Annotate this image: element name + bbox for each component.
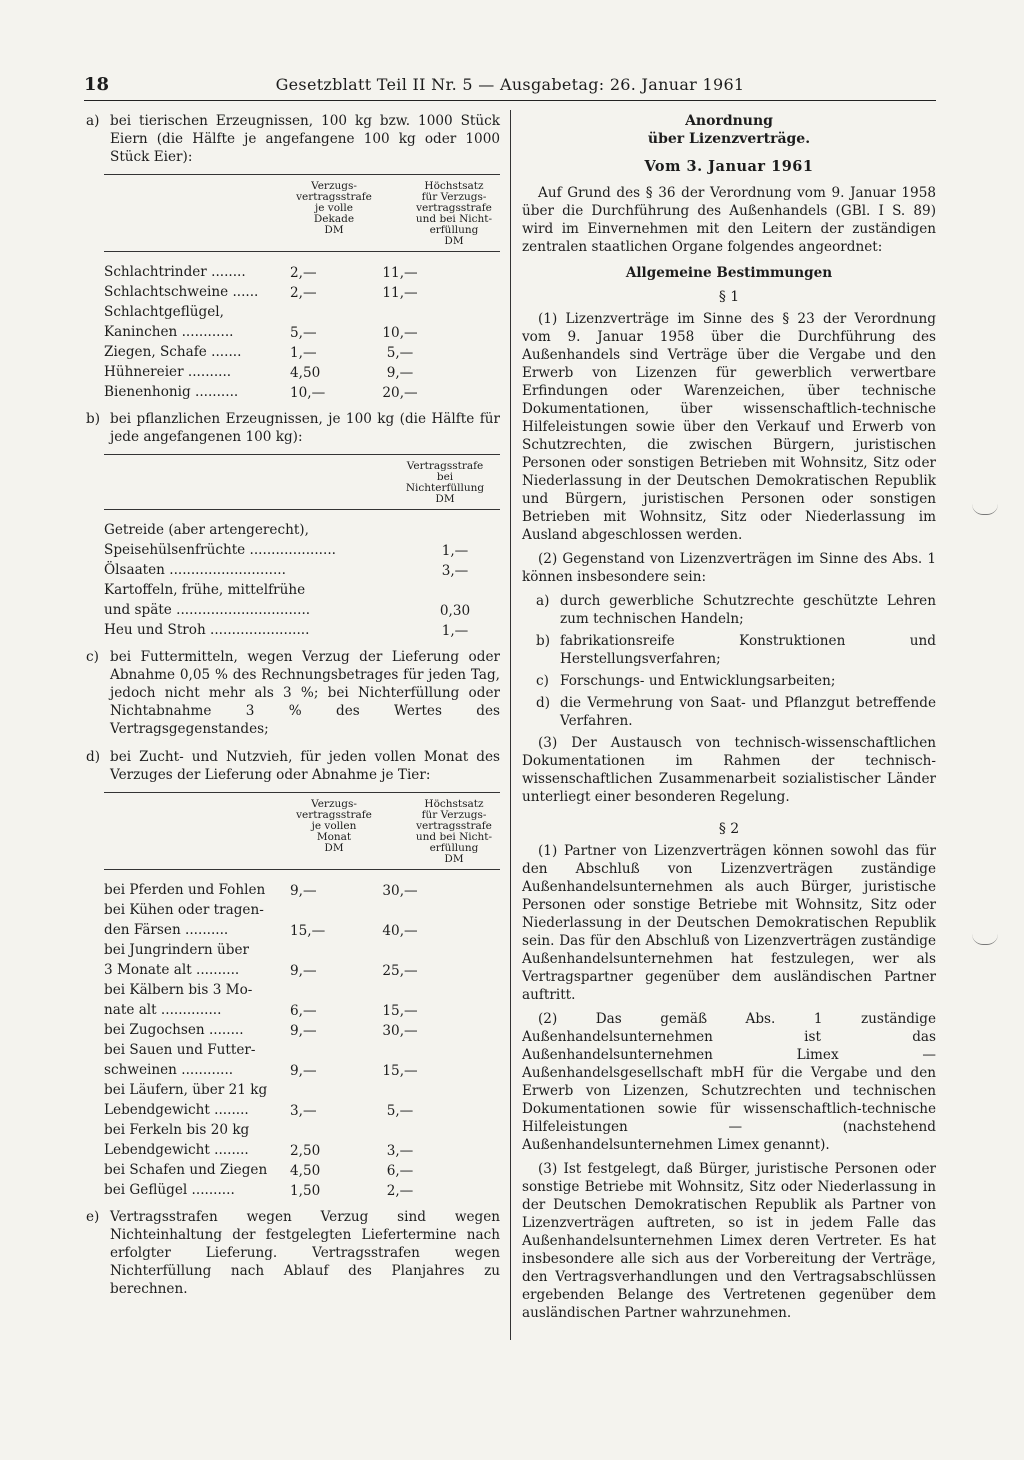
clause-c bbox=[86, 648, 500, 738]
ordinance-subtitle: über Lizenzverträge. bbox=[647, 131, 811, 147]
row-value: 2,50 bbox=[290, 1143, 321, 1159]
paragraph-text: (1) Partner von Lizenzverträgen können sowohl das für den Abschluß von Lizenzverträgen zuständige Außenhandelsunternehmen als auch Bürger, juristische Personen oder sonstige Betriebe mit Wohnsitz, Sitz oder Niederlassung in der Deutschen Demokratischen Republik sein. Das für den Abschluß von Lizenzverträgen zuständige Außenhandelsunternehmen hat festzulegen, wer als Vertragspartner gegenüber dem ausländischen Partner auftritt. bbox=[522, 843, 936, 1003]
column-divider bbox=[510, 110, 511, 1340]
table-row bbox=[104, 342, 500, 362]
row-value: 25,— bbox=[382, 963, 418, 979]
table-row bbox=[104, 1180, 500, 1200]
table-row bbox=[104, 620, 500, 640]
row-value: 10,— bbox=[382, 325, 418, 341]
row-label: bei Sauen und Futter- schweinen ............ bbox=[104, 1042, 256, 1078]
table-row bbox=[104, 362, 500, 382]
row-value: 40,— bbox=[382, 923, 418, 939]
table-row bbox=[104, 880, 500, 900]
row-value: 2,— bbox=[290, 265, 317, 281]
paragraph-text: (3) Ist festgelegt, daß Bürger, juristische Personen oder sonstige Betriebe mit Wohnsitz, Sitz oder Niederlassung in der Deutschen Demokratischen Republik als Partner von Lizenzverträgen auftreten, so ist in jedem Falle das Außenhandelsunternehmen Limex deren Vertreter. Es hat insbesondere alle sich aus der Vorbereitung der Verträge, den Vertragsverhandlungen und den Vertragsabschlüssen ergebenden Belange des Vertretenen gegenüber dem ausländischen Partner wahrzunehmen. bbox=[522, 1161, 936, 1321]
row-label: Hühnereier .......... bbox=[104, 364, 232, 380]
section-heading: Allgemeine Bestimmungen bbox=[625, 265, 833, 281]
subitem-text: fabrikationsreife Konstruktionen und Herstellungsverfahren; bbox=[560, 633, 936, 667]
clause-text: bei Zucht- und Nutzvieh, für jeden vollen Monat des Verzuges der Lieferung oder Abnahme je Tier: bbox=[110, 749, 500, 783]
subitem-label: b) bbox=[536, 633, 551, 649]
paragraph-text: (2) Gegenstand von Lizenzverträgen im Sinne des Abs. 1 können insbesondere sein: bbox=[522, 551, 936, 585]
table-row bbox=[104, 382, 500, 402]
row-value: 6,— bbox=[290, 1003, 317, 1019]
row-label: bei Pferden und Fohlen bbox=[104, 882, 266, 898]
table-row bbox=[104, 560, 500, 580]
row-label: bei Kühen oder tragen- den Färsen .......... bbox=[104, 902, 264, 938]
paragraph-text: (2) Das gemäß Abs. 1 zuständige Außenhandelsunternehmen ist das Außenhandelsunternehmen Limex — Außenhandelsgesellschaft mbH für die Vergabe und den Erwerb von Lizenzen, Schutzrechten und technischen Dokumentationen sowie für wissenschaftlich-technische Hilfeleistungen — (nachstehend Außenhandelsunternehmen Limex genannt). bbox=[522, 1011, 936, 1153]
subitem-label: d) bbox=[536, 695, 551, 711]
paragraph-text: (3) Der Austausch von technisch-wissenschaftlichen Dokumentationen im Rahmen der technisch-wissenschaftlichen Zusammenarbeit sozialistischer Länder unterliegt einer besonderen Regelung. bbox=[522, 735, 936, 805]
table-d-header bbox=[104, 793, 500, 870]
row-value: 9,— bbox=[386, 365, 414, 381]
clause-text: Vertragsstrafen wegen Verzug sind wegen Nichteinhaltung der festgelegten Liefertermine nach erfolgter Lieferung. Vertragsstrafen wegen Nichterfüllung nach Ablauf des Planjahres zu berechnen. bbox=[110, 1209, 500, 1297]
paragraph-text: (1) Lizenzverträge im Sinne des § 23 der Verordnung vom 9. Januar 1958 über die Durchführung des Außenhandels sind Verträge über die Vergabe und den Erwerb von Lizenzen für gewerblich verwertbare Erfindungen oder Warenzeichen, über technische Dokumentationen, über wissenschaftlich-technische Hilfeleistungen sowie über den Verkauf und Erwerb von Schutzrechten, die zwischen Bürgern, juristischen Personen oder sonstigen Betrieben mit Wohnsitz, Sitz oder Niederlassung in der Deutschen Demokratischen Republik und Bürgern, juristischen Personen oder sonstigen Betrieben mit Wohnsitz, Sitz oder Niederlassung im Ausland abgeschlossen werden. bbox=[522, 311, 936, 543]
row-label: bei Geflügel .......... bbox=[104, 1182, 235, 1198]
clause-label: e) bbox=[86, 1209, 100, 1225]
row-value: 30,— bbox=[382, 883, 418, 899]
page-header bbox=[84, 74, 936, 101]
table-row bbox=[104, 1020, 500, 1040]
row-value: 9,— bbox=[290, 883, 317, 899]
row-label: bei Kälbern bis 3 Mo- nate alt .............. bbox=[104, 982, 253, 1018]
table-row bbox=[104, 302, 500, 342]
row-value: 30,— bbox=[382, 1023, 418, 1039]
row-value: 9,— bbox=[290, 1063, 317, 1079]
row-value: 5,— bbox=[386, 345, 414, 361]
row-value: 15,— bbox=[290, 923, 326, 939]
row-value: 1,— bbox=[290, 345, 317, 361]
table-row bbox=[104, 980, 500, 1020]
row-label: bei Jungrindern über 3 Monate alt .......... bbox=[104, 942, 249, 978]
row-value: 10,— bbox=[290, 385, 326, 401]
row-value: 4,50 bbox=[290, 365, 321, 381]
clause-text: bei pflanzlichen Erzeugnissen, je 100 kg (die Hälfte für jede angefangenen 100 kg): bbox=[110, 411, 500, 445]
page-number: 18 bbox=[84, 74, 110, 95]
row-value: 11,— bbox=[382, 265, 418, 281]
subitem-label: c) bbox=[536, 673, 549, 689]
row-label: Getreide (aber artengerecht), Speisehülsenfrüchte .................... bbox=[104, 522, 336, 558]
table-row bbox=[104, 1040, 500, 1080]
row-label: Bienenhonig .......... bbox=[104, 384, 239, 400]
subitem bbox=[536, 592, 936, 628]
clause-label: c) bbox=[86, 649, 99, 665]
subitem bbox=[536, 632, 936, 668]
row-label: bei Schafen und Ziegen bbox=[104, 1162, 268, 1178]
table-b-header bbox=[104, 455, 500, 510]
table-row bbox=[104, 282, 500, 302]
clause-text: bei Futtermitteln, wegen Verzug der Lieferung oder Abnahme 0,05 % des Rechnungsbetrages für jeden Tag, jedoch nicht mehr als 3 %; bei Nichterfüllung oder Nichtabnahme 3 % des Wertes des Vertragsgegenstandes; bbox=[110, 649, 500, 737]
row-value: 6,— bbox=[386, 1163, 414, 1179]
table-d-head-2: Höchstsatz für Verzugs- vertragsstrafe und bei Nicht- erfüllung DM bbox=[415, 798, 493, 865]
clause-e bbox=[86, 1208, 500, 1298]
table-row bbox=[104, 262, 500, 282]
subitem bbox=[536, 694, 936, 730]
table-a-head-1: Verzugs- vertragsstrafe je volle Dekade DM bbox=[296, 180, 372, 236]
row-label: Schlachtgeflügel, Kaninchen ............ bbox=[104, 304, 234, 340]
subitem-list bbox=[522, 592, 936, 730]
row-label: Heu und Stroh ....................... bbox=[104, 622, 310, 638]
clause-label: b) bbox=[86, 411, 101, 427]
table-row bbox=[104, 1120, 500, 1160]
row-value: 0,30 bbox=[439, 603, 471, 619]
row-value: 15,— bbox=[382, 1063, 418, 1079]
table-row bbox=[104, 520, 500, 560]
clause-text: bei tierischen Erzeugnissen, 100 kg bzw. 1000 Stück Eiern (die Hälfte je angefangene 100 kg oder 1000 Stück Eier): bbox=[110, 113, 500, 165]
table-d-head-1: Verzugs- vertragsstrafe je vollen Monat DM bbox=[296, 798, 372, 854]
table-a-head-2: Höchstsatz für Verzugs- vertragsstrafe und bei Nicht- erfüllung DM bbox=[415, 180, 493, 247]
table-row bbox=[104, 1080, 500, 1120]
clause-label: a) bbox=[86, 113, 100, 129]
paragraph-heading: § 1 bbox=[718, 289, 740, 305]
row-value: 4,50 bbox=[290, 1163, 321, 1179]
clause-b bbox=[86, 410, 500, 446]
subitem-text: Forschungs- und Entwicklungsarbeiten; bbox=[560, 673, 836, 689]
row-value: 3,— bbox=[290, 1103, 317, 1119]
row-label: Schlachtrinder ........ bbox=[104, 264, 246, 280]
row-label: bei Ferkeln bis 20 kg Lebendgewicht ........ bbox=[104, 1122, 250, 1158]
table-a-body bbox=[104, 262, 500, 402]
row-value: 9,— bbox=[290, 963, 317, 979]
row-label: Kartoffeln, frühe, mittelfrühe und späte ............................... bbox=[104, 582, 311, 618]
table-d-body bbox=[104, 880, 500, 1200]
row-value: 1,— bbox=[441, 623, 469, 639]
ordinance-title: Anordnung bbox=[685, 113, 773, 129]
table-row bbox=[104, 580, 500, 620]
ordinance-date: Vom 3. Januar 1961 bbox=[644, 158, 814, 175]
table-b-body bbox=[104, 520, 500, 640]
clause-label: d) bbox=[86, 749, 101, 765]
row-label: Schlachtschweine ...... bbox=[104, 284, 259, 300]
subitem-text: die Vermehrung von Saat- und Pflanzgut betreffende Verfahren. bbox=[560, 695, 936, 729]
row-value: 20,— bbox=[382, 385, 418, 401]
row-label: Ziegen, Schafe ....... bbox=[104, 344, 242, 360]
row-label: bei Läufern, über 21 kg Lebendgewicht ........ bbox=[104, 1082, 268, 1118]
table-row bbox=[104, 900, 500, 940]
subitem-label: a) bbox=[536, 593, 550, 609]
table-row bbox=[104, 940, 500, 980]
row-label: Ölsaaten ........................... bbox=[104, 562, 286, 578]
right-column bbox=[522, 112, 936, 1328]
margin-mark bbox=[972, 934, 998, 945]
subitem-text: durch gewerbliche Schutzrechte geschützte Lehren zum technischen Handeln; bbox=[560, 593, 936, 627]
row-value: 5,— bbox=[386, 1103, 414, 1119]
left-column bbox=[86, 112, 500, 1302]
clause-a bbox=[86, 112, 500, 166]
table-row bbox=[104, 1160, 500, 1180]
table-a-header bbox=[104, 175, 500, 252]
table-b-head: Vertragsstrafe bei Nichterfüllung DM bbox=[405, 460, 485, 505]
clause-d bbox=[86, 748, 500, 784]
page-header-title: Gesetzblatt Teil II Nr. 5 — Ausgabetag: 26. Januar 1961 bbox=[275, 75, 745, 94]
row-label: bei Zugochsen ........ bbox=[104, 1022, 244, 1038]
margin-mark bbox=[972, 504, 998, 515]
row-value: 5,— bbox=[290, 325, 317, 341]
row-value: 1,50 bbox=[290, 1183, 321, 1199]
row-value: 11,— bbox=[382, 285, 418, 301]
ordinance-intro: Auf Grund des § 36 der Verordnung vom 9. Januar 1958 über die Durchführung des Außenhandels (GBl. I S. 89) wird im Einvernehmen mit den Leitern der zuständigen zentralen staatlichen Organe folgendes angeordnet: bbox=[522, 185, 936, 255]
row-value: 9,— bbox=[290, 1023, 317, 1039]
row-value: 15,— bbox=[382, 1003, 418, 1019]
subitem bbox=[536, 672, 936, 690]
row-value: 1,— bbox=[441, 543, 469, 559]
row-value: 3,— bbox=[386, 1143, 414, 1159]
paragraph-heading: § 2 bbox=[718, 821, 740, 837]
row-value: 3,— bbox=[441, 563, 469, 579]
row-value: 2,— bbox=[290, 285, 317, 301]
row-value: 2,— bbox=[386, 1183, 414, 1199]
